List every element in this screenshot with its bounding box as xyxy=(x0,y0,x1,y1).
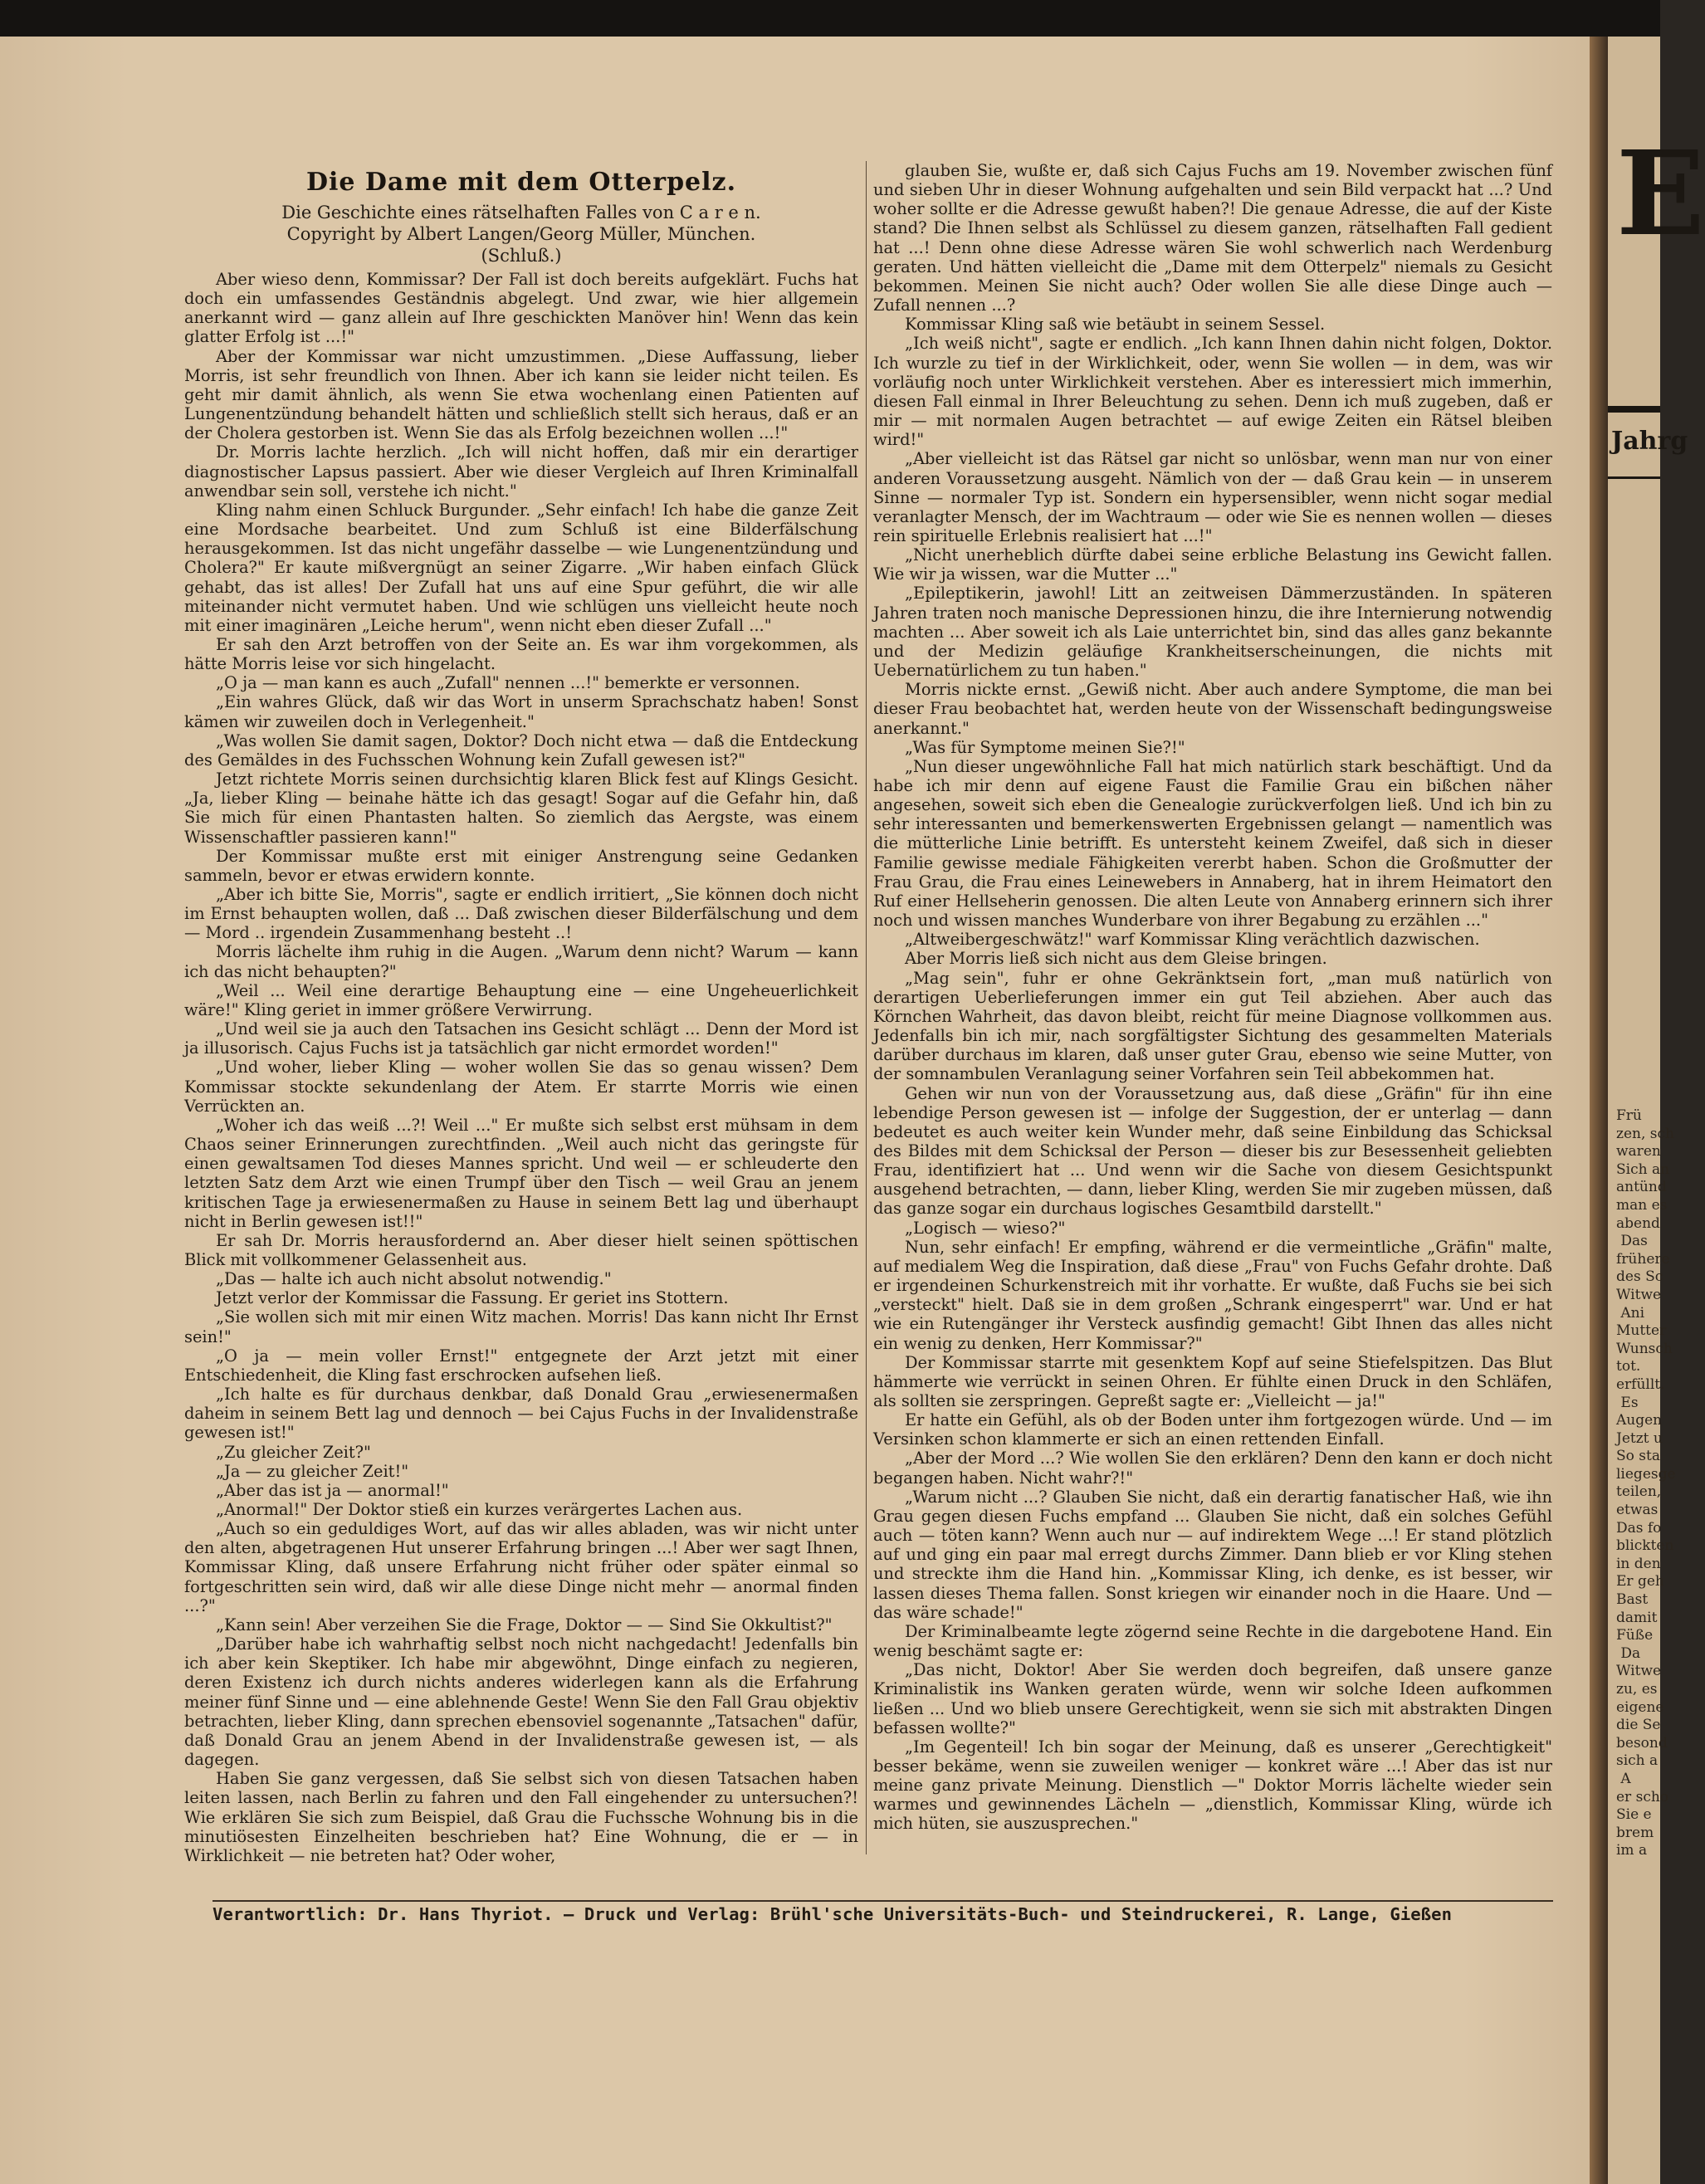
right-column xyxy=(873,161,1552,1834)
right-paragraph: „Im Gegenteil! Ich bin sogar der Meinung, daß es unserer „Gerechtigkeit" besser bekäme, wenn sie zuweilen weniger — konkret wäre ...! Aber das ist nur meine ganz private Meinung. Dienstlich —" Doktor Morris lächelte wieder sein warmes und gewinnendes Lächeln — „dienstlich, Kommissar Kling, würde ich mich hüten, sie auszusprechen." xyxy=(873,1737,1552,1834)
left-paragraph: Aber der Kommissar war nicht umzustimmen. „Diese Auffassung, lieber Morris, ist sehr freundlich von Ihnen. Aber ich kann sie leider nicht teilen. Es geht mir damit ähnlich, als wenn Sie etwa wochenlang einen Patienten auf Lungenentzündung behandelt hätten und schließlich stellt sich heraus, daß er an der Cholera gestorben ist. Wenn Sie das als Erfolg bezeichnen wollen ...!" xyxy=(184,346,858,443)
left-paragraph: Kling nahm einen Schluck Burgunder. „Sehr einfach! Ich habe die ganze Zeit eine Mordsache bearbeitet. Und zum Schluß ist eine Bilderfälschung herausgekommen. Ist das nicht ungefähr dasselbe — wie Lungenentzündung und Cholera?" Er kaute mißvergnügt an seiner Zigarre. „Wir haben einfach Glück gehabt, das ist alles! Der Zufall hat uns auf eine Spur geführt, die wir alle miteinander nicht vermutet haben. Und wie schlügen uns vielleicht heute noch mit einer imaginären „Leiche herum", wenn nicht eben dieser Zufall ..." xyxy=(184,500,858,635)
left-paragraph: Jetzt verlor der Kommissar die Fassung. Er geriet ins Stottern. xyxy=(216,1288,729,1308)
left-paragraph: „Ich halte es für durchaus denkbar, daß Donald Grau „erwiesenermaßen daheim in seinem Bett lag und dennoch — bei Cajus Fuchs in der Invalidenstraße gewesen ist!" xyxy=(184,1385,858,1443)
right-paragraph: „Aber vielleicht ist das Rätsel gar nicht so unlösbar, wenn man nur von einer anderen Voraussetzung ausgeht. Nämlich von der — daß Grau kein — in unserem Sinne — normaler Typ ist. Sondern ein hypersensibler, wenn nicht sogar medial veranlagter Mensch, der im Wachtraum — oder wie Sie es nennen wollen — dieses rein spirituelle Erlebnis realisiert hat ...!" xyxy=(873,449,1552,545)
left-paragraph: „Sie wollen sich mit mir einen Witz machen. Morris! Das kann nicht Ihr Ernst sein!" xyxy=(184,1307,858,1346)
article-title: Die Dame mit dem Otterpelz. xyxy=(305,168,737,197)
adjacent-text-fragments: Frü zen, sch waren Sich an antünd man es abend Das frühere des Sc Witwe Ani Mutter Wunsch tot. erfüllt. Es Augen Jetzt u So sta liegesge teilen, etwas Das fo blickten in den Er geh Bast damit Füße Da Witwe zu, es eigene die Se besond sich a A er scho Sie e brem im a xyxy=(1616,1107,1676,1859)
left-paragraph: „Darüber habe ich wahrhaftig selbst noch nicht nachgedacht! Jedenfalls bin ich aber kein Skeptiker. Ich habe mir abgewöhnt, Dinge einfach zu negieren, deren Existenz ich durch nichts anderes widerlegen kann als die Erfahrung meiner fünf Sinne und — eine ablehnende Geste! Wenn Sie den Fall Grau objektiv betrachten, lieber Kling, dann sprechen ebensoviel sogenannte „Tatsachen" dafür, daß Donald Grau an jenem Abend in der Invalidenstraße gewesen ist, — als dagegen. xyxy=(184,1634,858,1770)
right-paragraph: Der Kriminalbeamte legte zögernd seine Rechte in die dargebotene Hand. Ein wenig beschämt sagte er: xyxy=(873,1621,1552,1661)
left-paragraph: „O ja — mein voller Ernst!" entgegnete der Arzt jetzt mit einer Entschiedenheit, die Kling fast erschrocken aufsehen ließ. xyxy=(184,1346,858,1385)
right-paragraph: „Das nicht, Doktor! Aber Sie werden doch begreifen, daß unsere ganze Kriminalistik ins Wanken geraten würde, wenn wir solche Ideen aufkommen ließen ... Und wo blieb unsere Gerechtigkeit, wenn sie sich mit abstrakten Dingen befassen wollte?" xyxy=(873,1660,1552,1737)
right-paragraph: „Logisch — wieso?" xyxy=(905,1218,1066,1238)
newspaper-page xyxy=(0,37,1590,2184)
volume-label-fragment: Jahrg xyxy=(1611,427,1688,456)
masthead-rule-thin xyxy=(1608,476,1660,479)
left-paragraph: Haben Sie ganz vergessen, daß Sie selbst sich von diesen Tatsachen haben leiten lassen, nach Berlin zu fahren und den Fall eingehender zu untersuchen?! Wie erklären Sie sich zum Beispiel, daß Grau die Fuchssche Wohnung bis in die minutiösesten Einzelheiten beschrieben hat? Eine Wohnung, die er — in Wirklichkeit — nie betreten hat? Oder woher, xyxy=(184,1769,858,1865)
right-paragraph: „Aber der Mord ...? Wie wollen Sie den erklären? Denn den kann er doch nicht begangen haben. Nicht wahr?!" xyxy=(873,1449,1552,1488)
right-paragraph: „Ich weiß nicht", sagte er endlich. „Ich kann Ihnen dahin nicht folgen, Doktor. Ich wurzle zu tief in der Wirklichkeit, oder, wenn Sie wollen — in dem, was wir vorläufig noch unter Wirklichkeit verstehen. Aber es interessiert mich immerhin, diesen Fall einmal in Ihrer Beleuchtung zu sehen. Denn ich muß zugeben, daß er mir — mit normalen Augen betrachtet — auf ewige Zeiten ein Rätsel bleiben wird!" xyxy=(873,334,1552,450)
right-paragraph: „Mag sein", fuhr er ohne Gekränktsein fort, „man muß natürlich von derartigen Ueberlieferungen immer ein gut Teil abziehen. Aber auch das Körnchen Wahrheit, das davon bleibt, reicht für meine Diagnose vollkommen aus. Jedenfalls bin ich mir, nach sorgfältigster Sichtung des gesammelten Materials darüber durchaus im klaren, daß unser guter Grau, ebenso wie seine Mutter, von der somnambulen Veranlagung seiner Vorfahren sein Teil abbekommen hat. xyxy=(873,968,1552,1084)
left-paragraph: „Das — halte ich auch nicht absolut notwendig." xyxy=(216,1269,612,1289)
imprint-footer: Verantwortlich: Dr. Hans Thyriot. — Druck und Verlag: Brühl'sche Universitäts-Buch- und Steindruckerei, R. Lange, Gießen xyxy=(213,1904,1453,1924)
masthead-fragment: E xyxy=(1616,126,1705,262)
left-paragraph: „Auch so ein geduldiges Wort, auf das wir alles abladen, was wir nicht unter den alten, abgetragenen Hut unserer Erfahrung bringen ...! Aber wer sagt Ihnen, Kommissar Kling, daß unsere Erfahrung nicht früher oder später einmal so fortgeschritten sein wird, daß wir alle diese Dinge nicht mehr — anormal finden ...?" xyxy=(184,1519,858,1615)
left-paragraph: „Und weil sie ja auch den Tatsachen ins Gesicht schlägt ... Denn der Mord ist ja illusorisch. Cajus Fuchs ist ja tatsächlich gar nicht ermordet worden!" xyxy=(184,1019,858,1058)
right-column-body xyxy=(873,161,1552,1834)
right-paragraph: Kommissar Kling saß wie betäubt in seinem Sessel. xyxy=(905,315,1326,335)
left-paragraph: Er sah den Arzt betroffen von der Seite an. Es war ihm vorgekommen, als hätte Morris leise vor sich hingelacht. xyxy=(184,634,858,674)
right-paragraph: glauben Sie, wußte er, daß sich Cajus Fuchs am 19. November zwischen fünf und sieben Uhr in dieser Wohnung aufgehalten und sein Bild verpackt hat ...? Und woher sollte er die Adresse gewußt haben?! Die genaue Adresse, die auf der Kiste stand? Die Ihnen selbst als Schlüssel zu diesem ganzen, rätselhaften Fall gedient hat ...! Denn ohne diese Adresse wären Sie wohl schwerlich nach Werdenburg geraten. Und hätten vielleicht die „Dame mit dem Otterpelz" niemals zu Gesicht bekommen. Meinen Sie nicht auch? Oder wollen Sie alle diese Dinge auch — Zufall nennen ...? xyxy=(873,161,1552,315)
column-divider xyxy=(866,161,867,1854)
right-paragraph: Aber Morris ließ sich nicht aus dem Gleise bringen. xyxy=(905,949,1327,969)
left-paragraph: „Anormal!" Der Doktor stieß ein kurzes verärgertes Lachen aus. xyxy=(216,1500,743,1519)
left-paragraph: „Weil ... Weil eine derartige Behauptung eine — eine Ungeheuerlichkeit wäre!" Kling geriet in immer größere Verwirrung. xyxy=(184,980,858,1019)
left-paragraph: „Ein wahres Glück, daß wir das Wort in unserm Sprachschatz haben! Sonst kämen wir zuweilen doch in Verlegenheit." xyxy=(184,692,858,731)
left-paragraph: Er sah Dr. Morris herausfordernd an. Aber dieser hielt seinen spöttischen Blick mit vollkommener Gelassenheit aus. xyxy=(184,1230,858,1269)
left-paragraph: „Aber ich bitte Sie, Morris", sagte er endlich irritiert, „Sie können doch nicht im Ernst behaupten wollen, daß ... Daß zwischen dieser Bilderfälschung und dem — Mord .. irgendein Zusammenhang besteht ..! xyxy=(184,885,858,943)
left-column-body xyxy=(184,270,858,1865)
right-paragraph: „Epileptikerin, jawohl! Litt an zeitweisen Dämmerzuständen. In späteren Jahren traten noch manische Depressionen hinzu, die ihre Internierung notwendig machten ... Aber soweit ich als Laie unterrichtet bin, sind das alles ganz bekannte und der Medizin geläufige Krankheitserscheinungen, die nichts mit Uebernatürlichem zu tun haben." xyxy=(873,584,1552,681)
left-paragraph: „Und woher, lieber Kling — woher wollen Sie das so genau wissen? Dem Kommissar stockte sekundenlang der Atem. Er starrte Morris wie einen Verrückten an. xyxy=(184,1058,858,1116)
left-paragraph: Jetzt richtete Morris seinen durchsichtig klaren Blick fest auf Klings Gesicht. „Ja, lieber Kling — beinahe hätte ich das gesagt! Sogar auf die Gefahr hin, daß Sie mich für einen Phantasten halten. So ziemlich das Aergste, was einem Wissenschaftler passieren kann!" xyxy=(184,770,858,847)
scan-top-border xyxy=(0,0,1660,37)
right-paragraph: „Nun dieser ungewöhnliche Fall hat mich natürlich stark beschäftigt. Und da habe ich mir denn auf eigene Faust die Familie Grau ein bißchen näher angesehen, soweit sich eben die Genealogie zurückverfolgen ließ. Und ich bin zu sehr interessanten und bemerkenswerten Ergebnissen gelangt — namentlich was die mütterliche Linie betrifft. Es untersteht keinem Zweifel, daß sich in dieser Familie gewisse mediale Fähigkeiten vererbt haben. Schon die Großmutter der Frau Grau, die Frau eines Leinewebers in Annaberg, hat in ihrem Heimatort den Ruf einer Hellseherin genossen. Die alten Leute von Annaberg erinnern sich ihrer noch und wissen manches Wunderbare von ihrer Begabung zu erzählen ..." xyxy=(873,756,1552,931)
left-paragraph: „Ja — zu gleicher Zeit!" xyxy=(216,1461,409,1481)
right-paragraph: Morris nickte ernst. „Gewiß nicht. Aber auch andere Symptome, die man bei dieser Frau beobachtet hat, werden heute von der Wissenschaft bedingungsweise anerkannt." xyxy=(873,680,1552,738)
right-paragraph: Nun, sehr einfach! Er empfing, während er die vermeintliche „Gräfin" malte, auf medialem Weg die Inspiration, daß diese „Frau" von Fuchs Gefahr drohte. Daß er irgendeinen Schurkenstreich mit ihr vorhatte. Er wußte, daß Fuchs sie bei sich „versteckt" hielt. Daß sie in dem großen „Schrank eingesperrt" war. Und er hat wie ein Rutengänger ihr Versteck ausfindig gemacht! Gibt Ihnen das alles nicht ein wenig zu denken, Herr Kommissar?" xyxy=(873,1237,1552,1353)
article-subtitle: Die Geschichte eines rätselhaften Falles von C a r e n. xyxy=(281,203,761,222)
left-paragraph: „Kann sein! Aber verzeihen Sie die Frage, Doktor — — Sind Sie Okkultist?" xyxy=(216,1615,833,1634)
part-marker: (Schluß.) xyxy=(481,246,562,266)
right-paragraph: „Nicht unerheblich dürfte dabei seine erbliche Belastung ins Gewicht fallen. Wie wir ja wissen, war die Mutter ..." xyxy=(873,545,1552,584)
left-paragraph: Morris lächelte ihm ruhig in die Augen. „Warum denn nicht? Warum — kann ich das nicht behaupten?" xyxy=(184,942,858,981)
masthead-rule xyxy=(1608,406,1660,413)
right-paragraph: „Was für Symptome meinen Sie?!" xyxy=(905,737,1185,757)
right-paragraph: „Warum nicht ...? Glauben Sie nicht, daß ein derartig fanatischer Haß, wie ihn Grau gegen diesen Fuchs empfand ... Glauben Sie nicht, daß ein solches Gefühl auch — töten kann? Wenn auch nur — auf indirektem Wege ...! Er stand plötzlich auf und ging ein paar mal erregt durchs Zimmer. Dann blieb er vor Kling stehen und streckte ihm die Hand hin. „Kommissar Kling, ich denke, es ist besser, wir lassen dieses Thema fallen. Sonst kriegen wir einander noch in die Haare. Und — das wäre schade!" xyxy=(873,1487,1552,1622)
left-paragraph: „Woher ich das weiß ...?! Weil ..." Er mußte sich selbst erst mühsam in dem Chaos seiner Erinnerungen zurechtfinden. „Weil auch nicht das geringste für einen gewaltsamen Tod dieses Mannes spricht. Und weil — er schleuderte den letzten Satz dem Arzt wie einen Trumpf über den Tisch — weil Grau an jenem kritischen Tage ja erwiesenermaßen zu Hause in seinem Bett lag und überhaupt nicht in Berlin gewesen ist!!" xyxy=(184,1115,858,1231)
left-paragraph: „O ja — man kann es auch „Zufall" nennen ...!" bemerkte er versonnen. xyxy=(216,673,800,693)
left-paragraph: „Aber das ist ja — anormal!" xyxy=(216,1480,449,1500)
right-paragraph: Gehen wir nun von der Voraussetzung aus, daß diese „Gräfin" für ihn eine lebendige Person gewesen ist — infolge der Suggestion, der er unterlag — dann bedeutet es auch weiter kein Wunder mehr, daß seine Einbildung das Schicksal des Bildes mit dem Schicksal der Person — dieser bis zur Besessenheit geliebten Frau, identifiziert hat ... Und wenn wir die Sache von diesem Gesichtspunkt ausgehend betrachten, — dann, lieber Kling, werden Sie mir zugeben müssen, daß das ganze sogar ein durchaus logisches Gesamtbild darstellt." xyxy=(873,1083,1552,1219)
left-paragraph: „Was wollen Sie damit sagen, Doktor? Doch nicht etwa — daß die Entdeckung des Gemäldes in des Fuchsschen Wohnung kein Zufall gewesen ist?" xyxy=(184,730,858,770)
page-gutter xyxy=(1590,37,1608,2184)
left-paragraph: Aber wieso denn, Kommissar? Der Fall ist doch bereits aufgeklärt. Fuchs hat doch ein umfassendes Geständnis abgelegt. Und zwar, wie hier allgemein anerkannt wird — ganz allein auf Ihre geschickten Manöver hin! Wenn das kein glatter Erfolg ist ...!" xyxy=(184,270,858,347)
right-paragraph: Der Kommissar starrte mit gesenktem Kopf auf seine Stiefelspitzen. Das Blut hämmerte wie verrückt in seinen Ohren. Er fühlte einen Druck in den Schläfen, als sollten sie zerspringen. Gepreßt sagte er: „Vielleicht — ja!" xyxy=(873,1352,1552,1410)
footer-rule xyxy=(213,1900,1553,1902)
adjacent-page-edge xyxy=(1608,37,1705,2184)
left-paragraph: „Zu gleicher Zeit?" xyxy=(216,1442,371,1462)
right-paragraph: „Altweibergeschwätz!" warf Kommissar Kling verächtlich dazwischen. xyxy=(905,930,1480,950)
left-paragraph: Dr. Morris lachte herzlich. „Ich will nicht hoffen, daß mir ein derartiger diagnostischer Lapsus passiert. Aber wie dieser Vergleich auf Ihren Kriminalfall anwendbar sein soll, verstehe ich nicht." xyxy=(184,442,858,501)
right-paragraph: Er hatte ein Gefühl, als ob der Boden unter ihm fortgezogen würde. Und — im Versinken schon klammerte er sich an einen rettenden Einfall. xyxy=(873,1410,1552,1449)
left-column xyxy=(184,167,858,1865)
left-paragraph: Der Kommissar mußte erst mit einiger Anstrengung seine Gedanken sammeln, bevor er etwas erwidern konnte. xyxy=(184,846,858,885)
copyright-line: Copyright by Albert Langen/Georg Müller, München. xyxy=(286,224,756,244)
